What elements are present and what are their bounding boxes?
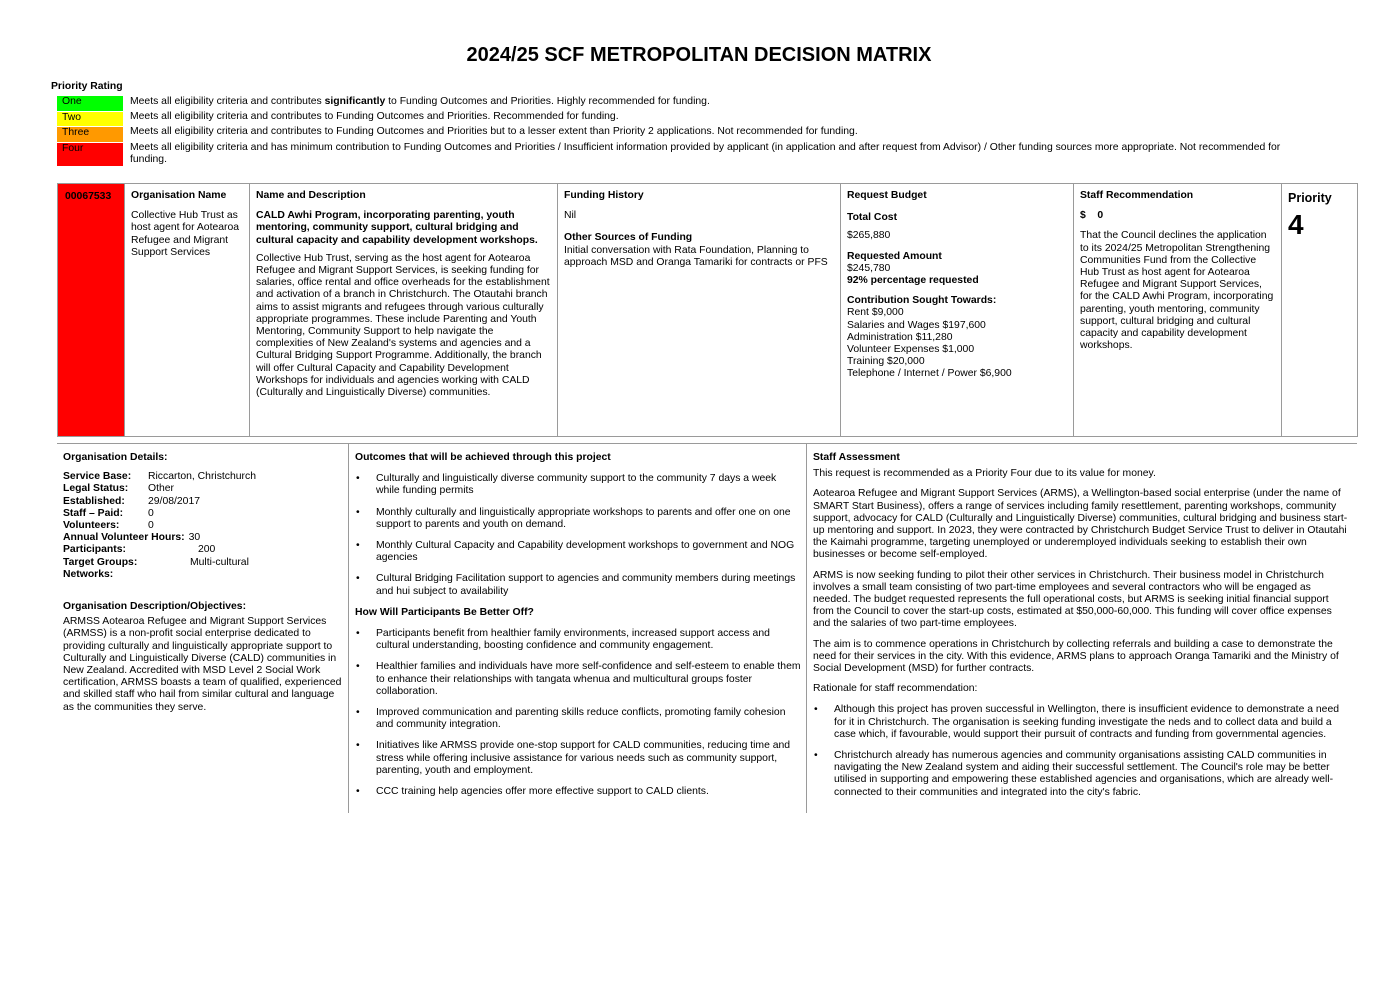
priority-legend-row	[57, 96, 1307, 111]
contribution-item: Administration $11,280	[847, 331, 953, 343]
detail-row	[63, 532, 345, 544]
list-item: • Improved communication and parenting skills reduce conflicts, promoting family cohesion and community integration.	[356, 707, 786, 731]
staff-assessment-section	[813, 452, 1351, 799]
priority-swatch-one: One	[57, 96, 123, 111]
list-item: • Although this project has proven successful in Wellington, there is insufficient evidence to demonstrate a need for it in Christchurch. The organisation is seeking funding investigate the neds and to collect data and build a case which, if favourable, would support their pursuit of contracts and funding from governmental agencies.	[814, 704, 1340, 740]
priority-value: 4	[1288, 209, 1304, 240]
detail-row	[63, 508, 345, 520]
list-item: • Healthier families and individuals have more self-confidence and self-esteem to enable them to enhance their relationships with tangata whenua and multicultural groups foster collaboration.	[356, 661, 801, 697]
detail-row	[63, 483, 345, 495]
detail-value: 0	[148, 520, 154, 532]
request-budget-cell	[841, 184, 1074, 437]
priority-swatch-four: Four	[57, 142, 123, 166]
priority-desc-four: Meets all eligibility criteria and has minimum contribution to Funding Outcomes and Priorities / Insufficient information provided by applicant (in application and after request from Advisor) / Other funding sources more appropriate. Not recommended for funding.	[130, 142, 1281, 166]
org-description-header: Organisation Description/Objectives:	[63, 601, 247, 613]
better-off-list	[355, 628, 801, 798]
project-description: Collective Hub Trust, serving as the host agent for Aotearoa Refugee and Migrant Support Services, is seeking funding for salaries, office rental and office overheads for the establishment and activation of a branch in Christchurch. The Otautahi branch aims to assist migrants and refugees through various culturally appropriate programmes. These include Parenting and Youth Mentoring, Community Support to help navigate the complexities of New Zealand's systems and agencies and a Cultural Bridging Support Programme. Additionally, the branch will offer Cultural Capacity and Capability Development Workshops for individuals and agencies working with CALD (Culturally and Linguistically Diverse) communities.	[256, 252, 550, 399]
priority-header: Priority	[1288, 191, 1332, 205]
list-item: • Christchurch already has numerous agencies and community organisations assisting CALD communities in navigating the New Zealand system and aiding their successful settlement. The Council's role may be better utilised in supporting and empowering these established agencies and organisations, which are already well-connected to their communities and integrated into the city's fabric.	[814, 750, 1334, 798]
recommended-amount: $ 0	[1080, 210, 1104, 222]
outcomes-header: Outcomes that will be achieved through this project	[355, 452, 611, 463]
detail-value: Riccarton, Christchurch	[148, 471, 256, 483]
assessment-paragraph: Aotearoa Refugee and Migrant Support Services (ARMS), a Wellington-based social enterprise (under the name of SMART Start Business), offers a range of services including family resettlement, parenting workshops, community support, advocacy for CALD (Culturally and Linguistically Diverse) communities, cultural bridging and business start-up mentoring and support. In 2023, they were contracted by Christchurch Budget Service Trust to deliver in Otautahi the Kaimahi programme, targeting unemployed or underemployed individuals seeking to establish their own businesses or become self-employed.	[813, 488, 1348, 561]
detail-label: Service Base:	[63, 471, 132, 483]
detail-value: 200	[198, 544, 216, 556]
detail-value: 29/08/2017	[148, 495, 201, 507]
detail-label: Volunteers:	[63, 520, 120, 532]
priority-desc-one: Meets all eligibility criteria and contributes significantly to Funding Outcomes and Priorities. Highly recommended for funding.	[130, 96, 710, 107]
list-item: • Monthly Cultural Capacity and Capability development workshops to government and NOG agencies	[356, 540, 795, 564]
assessment-paragraph: ARMS is now seeking funding to pilot their other services in Christchurch. Their business model in Christchurch involves a small team consisting of two part-time employees and several contractors who will be engaged as needed. The budget requested represents the full operational costs, but ARMS is seeking initial financial support from the Council to cover the start-up costs, estimated at $50,000-60,000. This funding will cover office expenses and the salaries of two part-time employees.	[813, 569, 1332, 630]
detail-label: Participants:	[63, 544, 126, 556]
staff-recommendation-text: That the Council declines the application to its 2024/25 Metropolitan Strengthening Communities Fund from the Collective Hub Trust as host agent for Aotearoa Refugee and Migrant Support Services, for the CALD Awhi Program, incorporating parenting, youth mentoring, community support, cultural bridging and cultural capacity and capability development workshops.	[1080, 230, 1274, 352]
requested-amount-label: Requested Amount	[847, 250, 942, 262]
list-item: • Participants benefit from healthier family environments, increased support access and cultural understanding, boosting confidence and community engagement.	[356, 628, 770, 652]
funding-history-cell	[558, 184, 841, 437]
org-details-header: Organisation Details:	[63, 452, 168, 463]
rationale-list	[813, 704, 1351, 798]
funding-history-value: Nil	[564, 210, 577, 222]
detail-label: Legal Status:	[63, 483, 129, 495]
funding-history-header: Funding History	[564, 190, 644, 201]
other-sources-value: Initial conversation with Rata Foundation, Planning to approach MSD and Oranga Tamariki for contracts or PFS	[564, 244, 828, 268]
list-item: • Monthly culturally and linguistically appropriate workshops to parents and offer one on one support to parents and youth on demand.	[356, 506, 791, 530]
column-divider	[806, 443, 807, 813]
other-sources-header: Other Sources of Funding	[564, 232, 693, 244]
org-name-cell	[125, 184, 250, 437]
rationale-heading: Rationale for staff recommendation:	[813, 683, 978, 695]
priority-swatch-three: Three	[57, 126, 123, 142]
assessment-intro: This request is recommended as a Priority Four due to its value for money.	[813, 468, 1156, 480]
staff-recommendation-cell	[1074, 184, 1282, 437]
detail-label: Established:	[63, 495, 125, 507]
outcomes-section	[355, 452, 801, 798]
request-budget-header: Request Budget	[847, 190, 927, 201]
staff-assessment-header: Staff Assessment	[813, 452, 900, 463]
list-item: • Cultural Bridging Facilitation support to agencies and community members during meetings and hui subject to availability	[356, 573, 796, 597]
detail-row	[63, 569, 345, 581]
detail-value: Other	[148, 483, 174, 495]
detail-label: Annual Volunteer Hours:	[63, 532, 185, 544]
detail-row	[63, 544, 345, 556]
application-id: 00067533	[58, 184, 125, 437]
requested-amount-value: $245,780	[847, 262, 891, 274]
percentage-requested: 92% percentage requested	[847, 275, 979, 287]
contribution-item: Telephone / Internet / Power $6,900	[847, 368, 1012, 380]
application-summary-table	[57, 183, 1358, 437]
priority-desc-two: Meets all eligibility criteria and contributes to Funding Outcomes and Priorities. Recommended for funding.	[130, 111, 619, 122]
detail-value: 0	[148, 507, 154, 519]
column-divider	[348, 443, 349, 813]
detail-row	[63, 471, 345, 483]
priority-legend-row	[57, 126, 1307, 142]
priority-legend	[57, 96, 1307, 167]
contribution-item: Volunteer Expenses $1,000	[847, 344, 975, 356]
priority-rating-heading: Priority Rating	[51, 81, 123, 92]
page-title: 2024/25 SCF METROPOLITAN DECISION MATRIX	[466, 44, 932, 66]
name-description-cell	[250, 184, 558, 437]
priority-legend-row	[57, 142, 1307, 166]
detail-value: Multi-cultural	[190, 556, 249, 568]
contribution-item: Salaries and Wages $197,600	[847, 319, 986, 331]
detail-row	[63, 496, 345, 508]
contribution-item: Training $20,000	[847, 356, 925, 368]
better-off-header: How Will Participants Be Better Off?	[355, 606, 534, 618]
total-cost-label: Total Cost	[847, 212, 898, 224]
org-description: ARMSS Aotearoa Refugee and Migrant Support Services (ARMSS) is a non-profit social enterprise dedicated to providing culturally and linguistically appropriate support to Culturally and Linguistically Diverse (CALD) communities in New Zealand. Accredited with MSD Level 2 Social Work certification, ARMSS boasts a team of qualified, experienced and skilled staff who hail from similar cultural and language as the communities they serve.	[63, 616, 342, 713]
contribution-item: Rent $9,000	[847, 307, 904, 319]
org-name: Collective Hub Trust as host agent for Aotearoa Refugee and Migrant Support Services	[131, 210, 240, 258]
total-cost-value: $265,880	[847, 230, 891, 242]
org-details-section	[63, 452, 345, 714]
outcomes-list	[355, 473, 801, 598]
detail-label: Staff – Paid:	[63, 507, 124, 519]
org-name-header: Organisation Name	[131, 190, 227, 201]
list-item: • Initiatives like ARMSS provide one-stop support for CALD communities, reducing time and stress while offering inclusive assistance for various needs such as community support, parenting, youth and employment.	[356, 740, 791, 776]
name-description-header: Name and Description	[256, 190, 366, 201]
section-divider	[57, 443, 1357, 444]
priority-swatch-two: Two	[57, 111, 123, 126]
detail-row	[63, 520, 345, 532]
staff-recommendation-header: Staff Recommendation	[1080, 190, 1194, 201]
assessment-paragraph: The aim is to commence operations in Christchurch by collecting referrals and building a case to demonstrate the need for their services in the city. With this evidence, ARMS plans to approach Oranga Tamariki and the Ministry of Social Development (MSD) for further contracts.	[813, 638, 1339, 675]
list-item: • CCC training help agencies offer more effective support to CALD clients.	[356, 786, 709, 798]
list-item: • Culturally and linguistically diverse community support to the community 7 days a week while funding permits	[356, 473, 777, 497]
priority-cell	[1282, 184, 1358, 437]
project-title: CALD Awhi Program, incorporating parenting, youth mentoring, community support, cultural bridging and cultural capacity and capability development workshops.	[256, 210, 538, 246]
detail-label: Target Groups:	[63, 556, 138, 568]
contribution-label: Contribution Sought Towards:	[847, 295, 997, 307]
detail-value: 30	[188, 532, 201, 544]
detail-label: Networks:	[63, 568, 114, 580]
detail-row	[63, 557, 345, 569]
priority-legend-row	[57, 111, 1307, 126]
priority-desc-three: Meets all eligibility criteria and contributes to Funding Outcomes and Priorities but to a lesser extent than Priority 2 applications. Not recommended for funding.	[130, 126, 858, 137]
